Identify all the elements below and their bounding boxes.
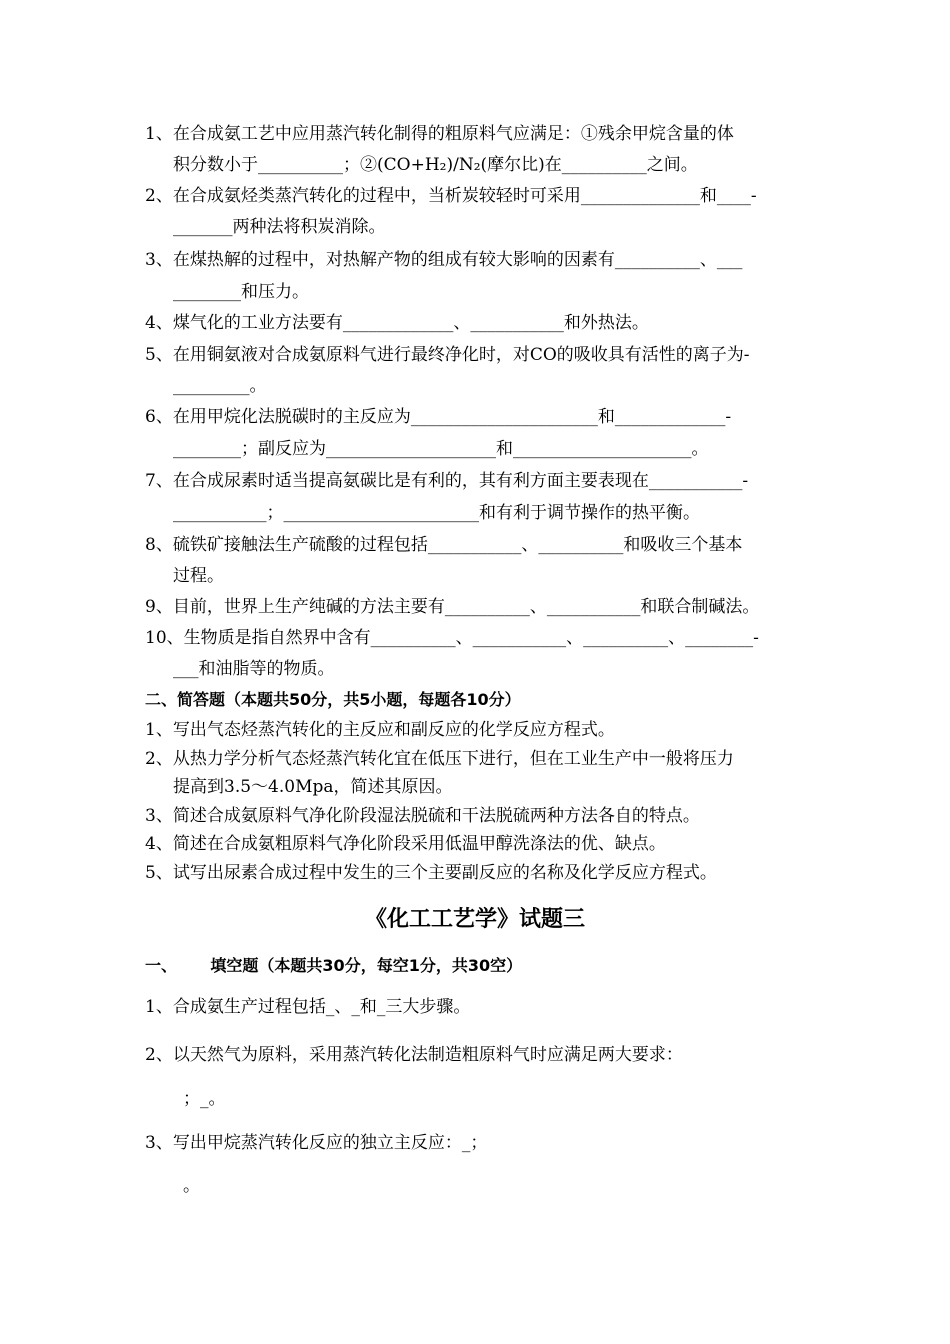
short-q3: 3、简述合成氨原料气净化阶段湿法脱硫和干法脱硫两种方法各自的特点。 bbox=[145, 806, 700, 826]
fill-q6-line2: ________；副反应为____________________和_____________________。 bbox=[173, 439, 709, 459]
exam3-q2-line2: ；_。 bbox=[183, 1089, 226, 1109]
fill-q9: 9、目前，世界上生产纯碱的方法主要有__________、___________和联合制碱法。 bbox=[145, 597, 760, 617]
exam3-q3-line2: 。 bbox=[183, 1176, 200, 1196]
fill-q5-line1: 5、在用铜氨液对合成氨原料气进行最终净化时，对CO的吸收具有活性的离子为- bbox=[145, 345, 750, 365]
fill-q3-line2: ________和压力。 bbox=[173, 282, 309, 302]
fill-q1-line2: 积分数小于__________；②(CO+H₂)/N₂(摩尔比)在__________之间。 bbox=[173, 155, 698, 175]
section-heading-fill-blank: 一、 填空题（本题共30分，每空1分，共30空） bbox=[145, 956, 523, 975]
short-q1: 1、写出气态烃蒸汽转化的主反应和副反应的化学反应方程式。 bbox=[145, 720, 615, 740]
exam3-q2-line1: 2、以天然气为原料，采用蒸汽转化法制造粗原料气时应满足两大要求： bbox=[145, 1045, 683, 1065]
fill-q5-line2: _________。 bbox=[173, 376, 267, 396]
short-q4: 4、简述在合成氨粗原料气净化阶段采用低温甲醇洗涤法的优、缺点。 bbox=[145, 834, 666, 854]
fill-q7-line1: 7、在合成尿素时适当提高氨碳比是有利的，其有利方面主要表现在___________- bbox=[145, 471, 749, 491]
short-q2-line2: 提高到3.5～4.0Mpa，简述其原因。 bbox=[173, 777, 453, 797]
short-q2-line1: 2、从热力学分析气态烃蒸汽转化宜在低压下进行，但在工业生产中一般将压力 bbox=[145, 749, 734, 769]
fill-q10-line2: ___和油脂等的物质。 bbox=[173, 659, 335, 679]
section-heading-short-answer: 二、简答题（本题共50分，共5小题，每题各10分） bbox=[145, 690, 521, 709]
fill-q2-line2: _______两种法将积炭消除。 bbox=[173, 217, 386, 237]
exam3-q1: 1、合成氨生产过程包括_、_和_三大步骤。 bbox=[145, 997, 471, 1017]
fill-q1-line1: 1、在合成氨工艺中应用蒸汽转化制得的粗原料气应满足：①残余甲烷含量的体 bbox=[145, 124, 734, 144]
fill-q2-line1: 2、在合成氨烃类蒸汽转化的过程中，当析炭较轻时可采用______________和____- bbox=[145, 186, 757, 206]
exam-title: 《化工工艺学》试题三 bbox=[364, 907, 585, 932]
fill-q8-line2: 过程。 bbox=[173, 566, 224, 586]
fill-q6-line1: 6、在用甲烷化法脱碳时的主反应为______________________和_____________- bbox=[145, 407, 732, 427]
fill-q4: 4、煤气化的工业方法要有_____________、___________和外热法。 bbox=[145, 313, 649, 333]
exam3-q3-line1: 3、写出甲烷蒸汽转化反应的独立主反应：_； bbox=[145, 1133, 488, 1153]
short-q5: 5、试写出尿素合成过程中发生的三个主要副反应的名称及化学反应方程式。 bbox=[145, 863, 717, 883]
fill-q3-line1: 3、在煤热解的过程中，对热解产物的组成有较大影响的因素有__________、___ bbox=[145, 250, 743, 270]
fill-q7-line2: ___________；_______________________和有利于调节操作的热平衡。 bbox=[173, 503, 700, 523]
fill-q8-line1: 8、硫铁矿接触法生产硫酸的过程包括___________、__________和吸收三个基本 bbox=[145, 535, 743, 555]
fill-q10-line1: 10、生物质是指自然界中含有__________、___________、__________、________- bbox=[145, 628, 759, 648]
